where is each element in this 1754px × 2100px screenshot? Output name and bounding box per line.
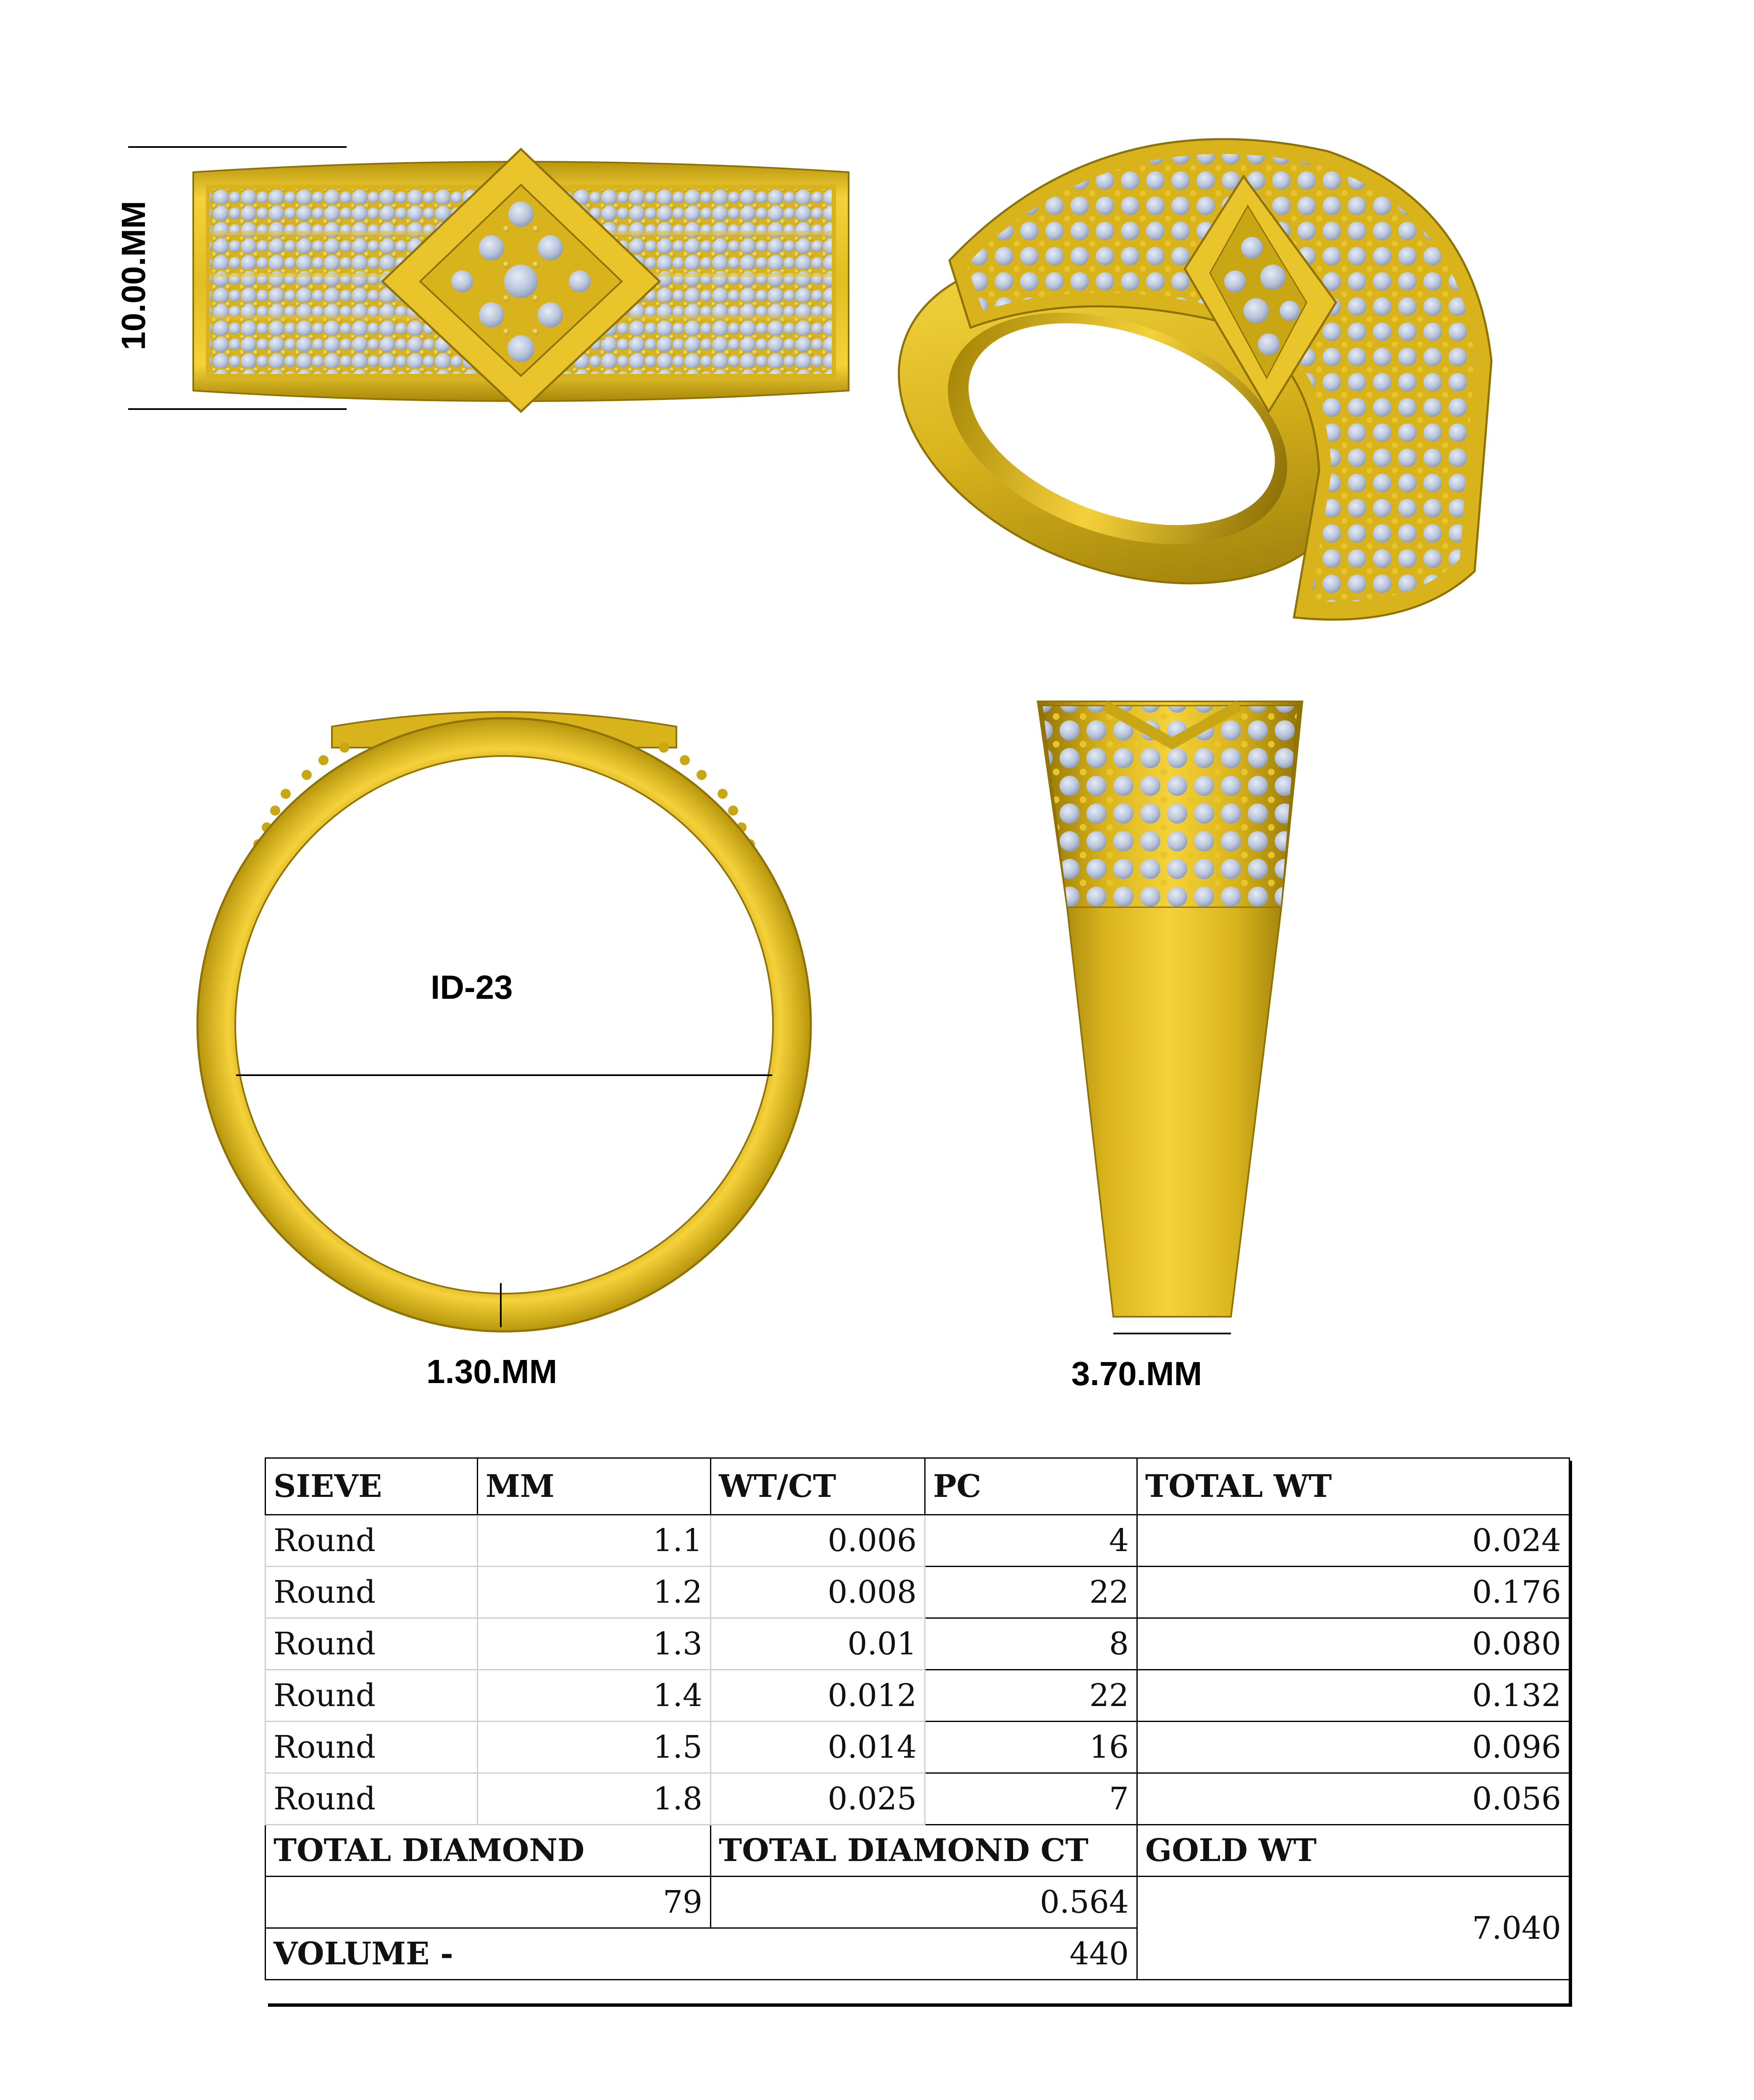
ring-perspective-drawing — [865, 92, 1504, 655]
cell-wt-ct: 0.006 — [711, 1515, 925, 1567]
header-total-wt: TOTAL WT — [1137, 1458, 1570, 1515]
perspective-view — [865, 92, 1504, 655]
total-diamond-ct-label: TOTAL DIAMOND CT — [711, 1825, 1137, 1877]
cell-sieve: Round — [266, 1670, 478, 1722]
cell-pc: 22 — [925, 1670, 1137, 1722]
table-row — [266, 1515, 1570, 1567]
total-diamond-value: 79 — [266, 1877, 711, 1928]
header-sieve: SIEVE — [266, 1458, 478, 1515]
top-view-dim-line-top — [128, 146, 347, 148]
table-row — [266, 1567, 1570, 1618]
gold-wt-label: GOLD WT — [1137, 1825, 1570, 1877]
cell-sieve: Round — [266, 1567, 478, 1618]
cell-pc: 4 — [925, 1515, 1137, 1567]
side-view — [1029, 689, 1315, 1340]
diamond-spec-table — [265, 1457, 1570, 1980]
cell-sieve: Round — [266, 1722, 478, 1773]
top-view-dim-line-bottom — [128, 408, 347, 410]
table-row — [266, 1773, 1570, 1825]
cell-sieve: Round — [266, 1515, 478, 1567]
gold-wt-value: 7.040 — [1137, 1877, 1570, 1980]
cell-wt-ct: 0.01 — [711, 1618, 925, 1670]
top-view — [185, 139, 857, 424]
cell-mm: 1.8 — [478, 1773, 711, 1825]
summary-value-row — [266, 1877, 1570, 1928]
ring-top-view-drawing — [185, 139, 857, 424]
cell-mm: 1.4 — [478, 1670, 711, 1722]
front-view-dimension-label: 1.30.MM — [426, 1353, 557, 1390]
cell-sieve: Round — [266, 1773, 478, 1825]
cell-mm: 1.2 — [478, 1567, 711, 1618]
cell-mm: 1.3 — [478, 1618, 711, 1670]
ring-front-view-drawing — [185, 685, 832, 1340]
volume-value: 440 — [711, 1928, 1137, 1980]
cell-pc: 16 — [925, 1722, 1137, 1773]
front-view — [185, 685, 832, 1340]
inner-diameter-label: ID-23 — [431, 969, 513, 1006]
cell-mm: 1.5 — [478, 1722, 711, 1773]
total-diamond-ct-value: 0.564 — [711, 1877, 1137, 1928]
header-pc: PC — [925, 1458, 1137, 1515]
cell-total-wt: 0.056 — [1137, 1773, 1570, 1825]
cell-total-wt: 0.024 — [1137, 1515, 1570, 1567]
cell-total-wt: 0.080 — [1137, 1618, 1570, 1670]
cell-wt-ct: 0.012 — [711, 1670, 925, 1722]
table-row — [266, 1618, 1570, 1670]
cell-pc: 8 — [925, 1618, 1137, 1670]
cell-wt-ct: 0.008 — [711, 1567, 925, 1618]
cell-total-wt: 0.176 — [1137, 1567, 1570, 1618]
summary-label-row — [266, 1825, 1570, 1877]
header-mm: MM — [478, 1458, 711, 1515]
cell-pc: 22 — [925, 1567, 1137, 1618]
table-row — [266, 1722, 1570, 1773]
top-view-dimension-label: 10.00.MM — [114, 201, 152, 350]
volume-label: VOLUME - — [266, 1928, 711, 1980]
table-row — [266, 1670, 1570, 1722]
cell-wt-ct: 0.014 — [711, 1722, 925, 1773]
cell-total-wt: 0.132 — [1137, 1670, 1570, 1722]
cell-wt-ct: 0.025 — [711, 1773, 925, 1825]
ring-side-view-drawing — [1029, 689, 1315, 1340]
total-diamond-label: TOTAL DIAMOND — [266, 1825, 711, 1877]
side-view-dimension-label: 3.70.MM — [1071, 1355, 1202, 1392]
table-header-row — [266, 1458, 1570, 1515]
cell-total-wt: 0.096 — [1137, 1722, 1570, 1773]
header-wt-ct: WT/CT — [711, 1458, 925, 1515]
cell-mm: 1.1 — [478, 1515, 711, 1567]
cell-pc: 7 — [925, 1773, 1137, 1825]
cell-sieve: Round — [266, 1618, 478, 1670]
